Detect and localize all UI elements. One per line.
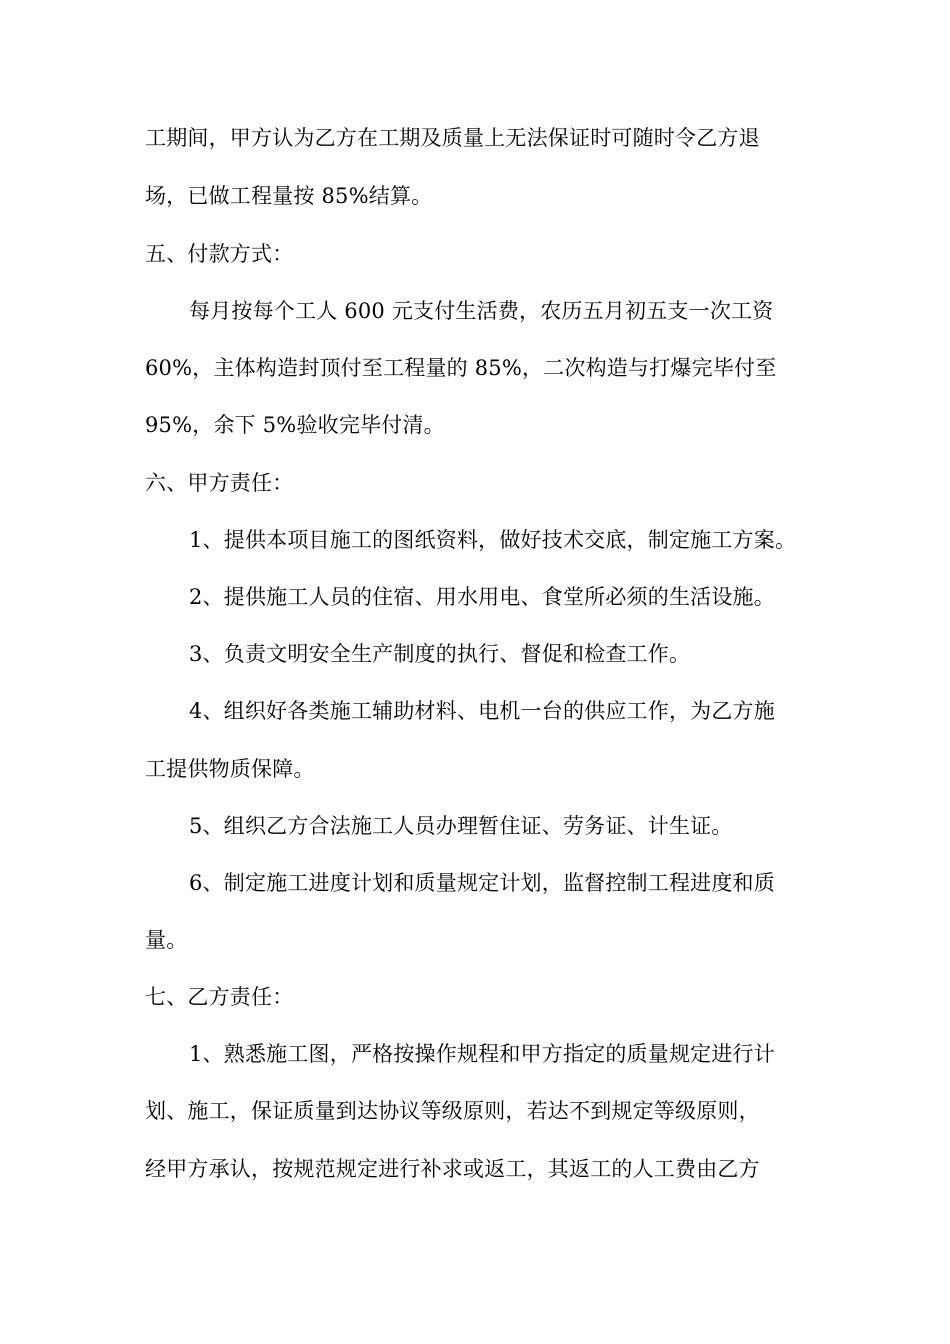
paragraph-line: 每月按每个工人 600 元支付生活费，农历五月初五支一次工资 <box>189 299 774 323</box>
paragraph-line: 工期间，甲方认为乙方在工期及质量上无法保证时可随时令乙方退 <box>145 126 760 150</box>
list-item: 5、组织乙方合法施工人员办理暂住证、劳务证、计生证。 <box>189 814 733 838</box>
list-item: 6、制定施工进度计划和质量规定计划，监督控制工程进度和质 <box>189 871 775 895</box>
section-heading: 五、付款方式： <box>145 242 294 266</box>
list-item: 3、负责文明安全生产制度的执行、督促和检查工作。 <box>189 642 691 666</box>
list-item-continuation: 经甲方承认，按规范规定进行补求或返工，其返工的人工费由乙方 <box>145 1157 760 1181</box>
paragraph-line: 95%，余下 5%验收完毕付清。 <box>145 413 445 437</box>
section-heading: 七、乙方责任： <box>145 985 294 1009</box>
list-item: 4、组织好各类施工辅助材料、电机一台的供应工作，为乙方施 <box>189 699 775 723</box>
list-item-continuation: 工提供物质保障。 <box>145 757 315 781</box>
list-item-continuation: 划、施工，保证质量到达协议等级原则，若达不到规定等级原则， <box>145 1099 760 1123</box>
list-item: 1、提供本项目施工的图纸资料，做好技术交底，制定施工方案。 <box>189 528 797 552</box>
paragraph-line: 60%，主体构造封顶付至工程量的 85%，二次构造与打爆完毕付至 <box>145 356 777 380</box>
list-item: 2、提供施工人员的住宿、用水用电、食堂所必须的生活设施。 <box>189 585 775 609</box>
paragraph-line: 场，已做工程量按 85%结算。 <box>145 184 433 208</box>
list-item: 1、熟悉施工图，严格按操作规程和甲方指定的质量规定进行计 <box>189 1042 775 1066</box>
section-heading: 六、甲方责任： <box>145 471 294 495</box>
list-item-continuation: 量。 <box>145 928 188 952</box>
